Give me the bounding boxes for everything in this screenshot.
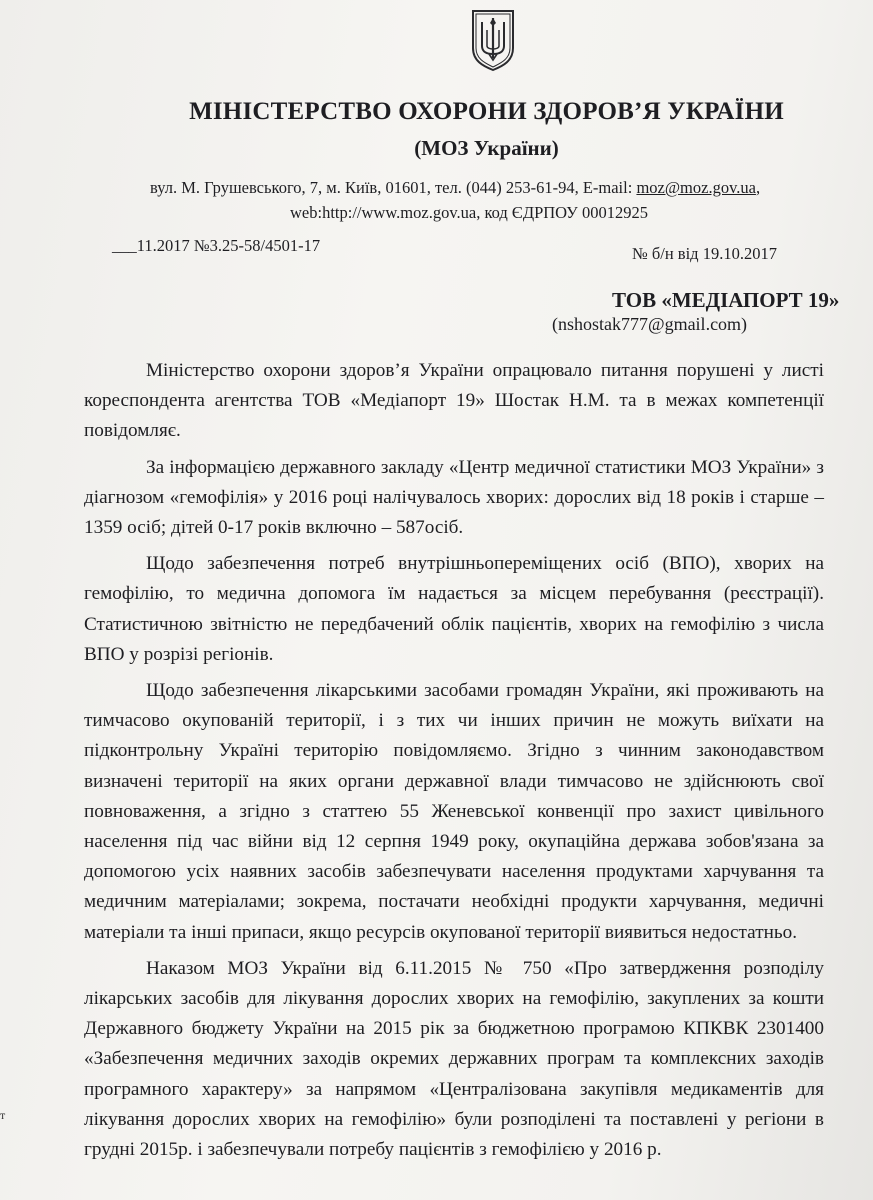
recipient-email: (nshostak777@gmail.com) xyxy=(552,314,748,334)
paragraph: Щодо забезпечення лікарськими засобами громадян України, які проживають на тимчасово окупованій території, і з тих чи інших причин не можуть виїхати на підконтрольну Україні територію повідомляємо. Згідно з чинним законодавством визначені території на яких органи державної влади тимчасово не здійснюють свої повноваження, а згідно з статтею 55 Женевської конвенції про захист цивільного населення під час війни від 12 серпня 1949 року, окупаційна держава зобов'язана за допомогою усіх наявних засобів забезпечувати населення продуктами харчування та медичним матеріалами; зокрема, постачати необхідні продукти харчування, медичні матеріали та інші припаси, якщо ресурсів окупованої території виявиться недостатньо. xyxy=(84,680,824,943)
ministry-title: МІНІСТЕРСТВО ОХОРОНИ ЗДОРОВ’Я УКРАЇНИ xyxy=(189,98,784,125)
ministry-subtitle: (МОЗ України) xyxy=(414,136,559,160)
address-text: вул. М. Грушевського, 7, м. Київ, 01601, тел. (044) 253-61-94, E-mail: xyxy=(150,178,637,197)
address-line-2: web:http://www.moz.gov.ua, код ЄДРПОУ 00012925 xyxy=(290,203,648,222)
paragraph: Щодо забезпечення потреб внутрішньопереміщених осіб (ВПО), хворих на гемофілію, то медична допомога їм надається за місцем перебування (реєстрації). Статистичною звітністю не передбачений облік пацієнтів, хворих на гемофілію з числа ВПО у розрізі регіонів. xyxy=(84,553,824,665)
outgoing-number: ___11.2017 №3.25-58/4501-17 xyxy=(112,236,321,255)
paragraph: За інформацією державного закладу «Центр медичної статистики МОЗ України» з діагнозом «гемофілія» у 2016 році налічувалось хворих: дорослих від 18 років і старше – 1359 осіб; дітей 0-17 років включно – 587осіб. xyxy=(84,456,824,539)
address-line-1 xyxy=(150,178,760,198)
letter-body xyxy=(84,356,824,1171)
ministry-email-link[interactable]: moz@moz.gov.ua xyxy=(636,178,756,197)
coat-of-arms-icon xyxy=(470,8,516,72)
margin-mark: т xyxy=(0,1108,6,1122)
paragraph: Наказом МОЗ України від 6.11.2015 № 750 «Про затвердження розподілу лікарських засобів для лікування дорослих хворих на гемофілію, закуплених за кошти Державного бюджету України на 2015 рік за бюджетною програмою КПКВК 2301400 «Забезпечення медичних заходів окремих державних програм та комплексних заходів програмного характеру» за напрямом «Централізована закупівля медикаментів для лікування дорослих хворих на гемофілію» були розподілені та поставлені у регіони в грудні 2015р. і забезпечували потребу пацієнтів з гемофілією у 2016 р. xyxy=(84,957,824,1161)
recipient-name: ТОВ «МЕДІАПОРТ 19» xyxy=(612,288,840,312)
address-line-end: , xyxy=(755,178,761,197)
incoming-number: № б/н від 19.10.2017 xyxy=(632,244,777,263)
paragraph: Міністерство охорони здоров’я України опрацювало питання порушені у листі кореспондента агентства ТОВ «Медіапорт 19» Шостак Н.М. та в межах компетенції повідомляє. xyxy=(84,360,824,442)
